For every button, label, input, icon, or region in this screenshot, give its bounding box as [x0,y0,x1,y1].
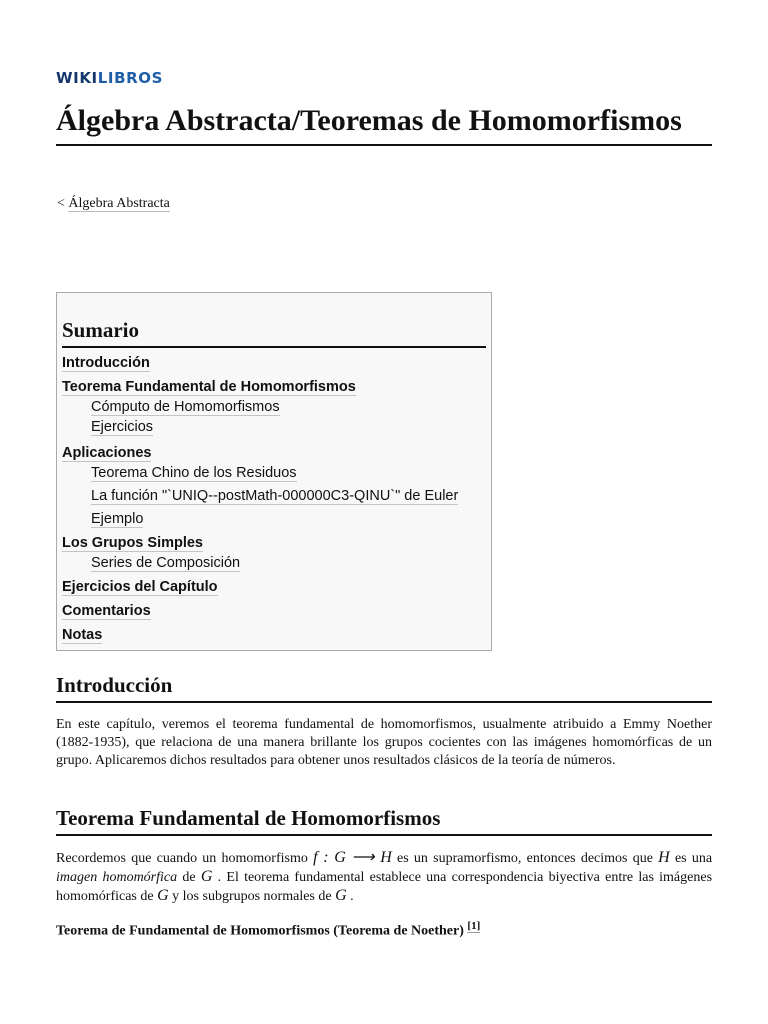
fundamental-paragraph: Recordemos que cuando un homomorfismo f : G ⟶ H es un supramorfismo, entonces decimos que H es una imagen homomórfica de G . El teorema fundamental establece una correspondencia biyectiva entre las imágenes homomórficas de G y los subgrupos normales de G . [56,849,713,904]
breadcrumb-link[interactable]: Álgebra Abstracta [68,196,170,211]
toc-item-funcion-euler[interactable]: La función "`UNIQ--postMath-000000C3-QINU`" de Euler [91,488,459,504]
breadcrumb-prefix: < [57,196,65,211]
footnote-reference[interactable]: [1] [467,920,481,932]
toc-item-computo[interactable]: Cómputo de Homomorfismos [91,399,280,415]
toc-item-aplicaciones[interactable]: Aplicaciones [62,445,152,461]
site-logo-accent: LIBROS [97,69,164,87]
section-heading-introduccion: Introducción [56,672,712,703]
theorem-title: Teorema de Fundamental de Homomorfismos (Teorema de Noether) [1] [56,920,481,939]
toc-item-comentarios[interactable]: Comentarios [62,603,151,619]
toc-item-grupos-simples[interactable]: Los Grupos Simples [62,535,203,551]
math-f-g-h: f : G ⟶ H [313,849,392,866]
math-g: G [335,887,347,904]
toc-item-series-composicion[interactable]: Series de Composición [91,555,241,571]
math-g: G [157,887,169,904]
toc-item-ejemplo[interactable]: Ejemplo [91,511,144,527]
math-h: H [658,849,670,866]
toc-item-ejercicios-capitulo[interactable]: Ejercicios del Capítulo [62,579,218,595]
toc-item-introduccion[interactable]: Introducción [62,355,150,371]
toc-item-teorema-chino[interactable]: Teorema Chino de los Residuos [91,465,297,481]
intro-paragraph: En este capítulo, veremos el teorema fundamental de homomorfismos, usualmente atribuido a Emmy Noether (1882-1935), que relaciona de una manera brillante los grupos cocientes con las imágenes homomórficas de un grupo. Aplicaremos dichos resultados para obtener unos resultados clásicos de la teoría de números. [56,717,712,768]
toc-item-teorema-fundamental[interactable]: Teorema Fundamental de Homomorfismos [62,379,356,395]
emphasis-imagen-homomorfica: imagen homomórfica [56,870,178,885]
breadcrumb [57,196,170,212]
section-heading-teorema-fundamental: Teorema Fundamental de Homomorfismos [56,805,712,836]
toc-item-ejercicios[interactable]: Ejercicios [91,419,154,435]
site-logo[interactable] [56,69,163,87]
page-title: Álgebra Abstracta/Teoremas de Homomorfismos [56,103,712,146]
toc-title: Sumario [62,318,486,348]
table-of-contents [56,292,492,651]
math-g: G [200,868,213,885]
toc-list [62,354,486,644]
toc-item-notas[interactable]: Notas [62,627,103,643]
site-logo-main: WIKI [56,69,98,87]
